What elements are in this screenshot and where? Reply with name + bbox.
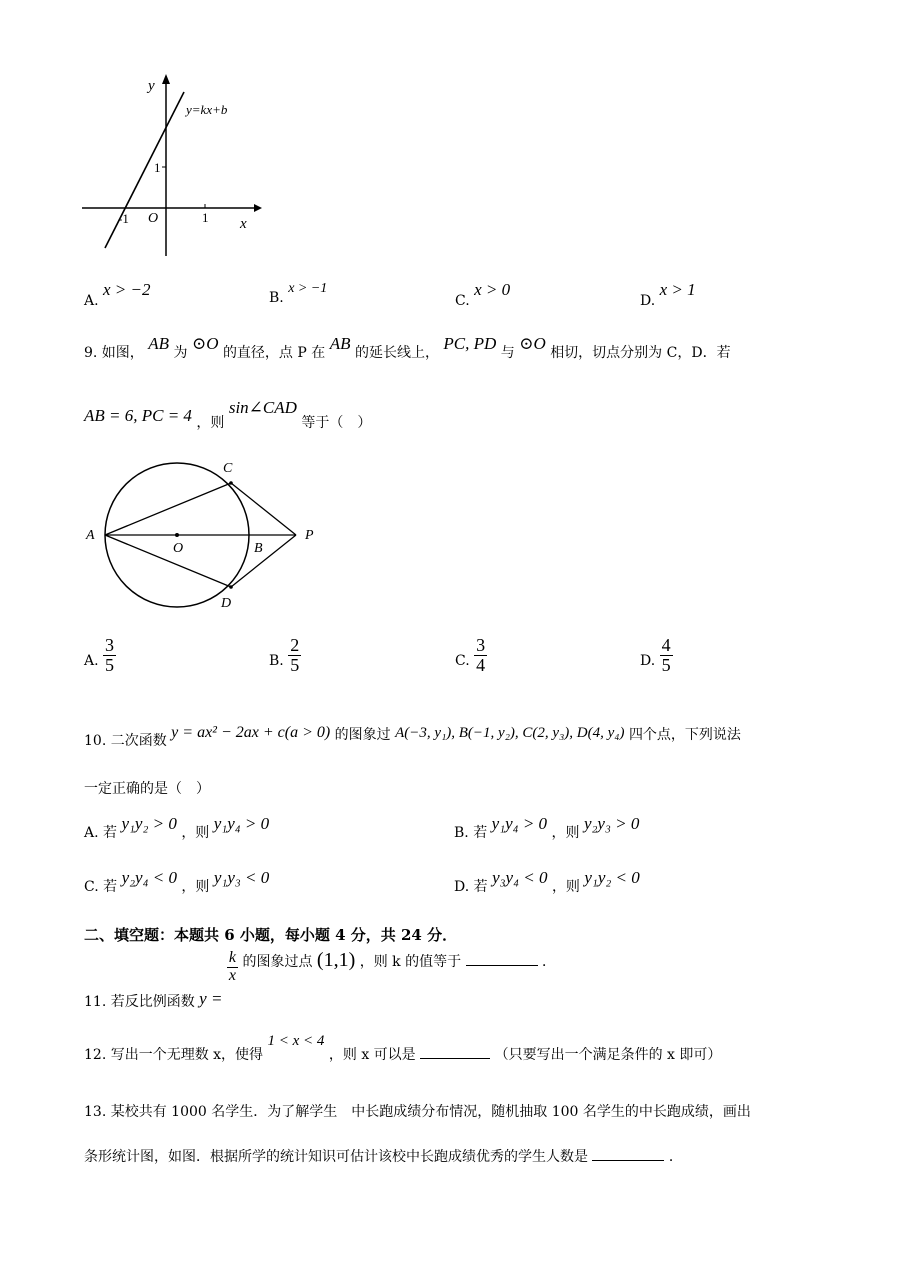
q8-option-b <box>269 280 328 306</box>
q9-math: AB <box>329 334 351 353</box>
q8-option-c <box>455 280 511 309</box>
q10-function: y = ax² − 2ax + c(a > 0) <box>171 724 331 741</box>
chord-a-c <box>105 483 231 535</box>
label-a: A <box>86 528 95 543</box>
option-result: y₁y₂ < 0 <box>584 868 640 887</box>
q9-text: 9. 如图， <box>84 345 144 361</box>
point-c <box>229 481 233 485</box>
option-fraction <box>288 636 301 675</box>
denominator: 5 <box>290 654 300 675</box>
numerator: 3 <box>105 635 115 655</box>
tangent-p-c <box>231 483 296 535</box>
numerator: k <box>228 949 237 966</box>
numerator: 2 <box>290 635 300 655</box>
option-expr: x > 1 <box>659 280 696 299</box>
option-condition: y₁y₂ > 0 <box>121 814 177 833</box>
option-fraction <box>103 636 116 675</box>
q11-question <box>84 948 556 1010</box>
option-condition: y₃y₄ < 0 <box>492 868 548 887</box>
q9-question-line1 <box>84 334 731 361</box>
q9-text: 为 <box>173 345 188 361</box>
section-heading: 二、填空题：本题共 6 小题，每小题 4 分，共 24 分． <box>84 926 458 944</box>
option-letter: A. 若 <box>84 825 118 841</box>
y-axis-label: y <box>148 78 155 94</box>
q9-text: 的直径，点 P 在 <box>222 345 326 361</box>
chord-a-d <box>105 535 231 587</box>
label-c: C <box>223 461 233 476</box>
line-label: y=kx+b <box>186 102 228 117</box>
q9-text: 的延长线上， <box>354 345 439 361</box>
option-expr: x > −2 <box>103 280 151 299</box>
option-letter: D. 若 <box>454 879 488 895</box>
q13-text: 条形统计图，如图．根据所学的统计知识可估计该校中长跑成绩优秀的学生人数是 <box>84 1149 588 1165</box>
denominator: x <box>228 966 237 984</box>
q9-math: PC, PD <box>443 334 497 353</box>
q11-math: y = <box>199 988 223 1008</box>
answer-blank[interactable] <box>466 965 538 966</box>
x-axis-arrow <box>254 204 262 212</box>
q8-option-a <box>84 280 151 309</box>
q12-question <box>84 1030 722 1063</box>
q10-question-line1 <box>84 722 741 749</box>
denominator: 4 <box>476 654 486 675</box>
q10-question-line2: 一定正确的是（ ） <box>84 781 210 797</box>
q9-math: ⊙O <box>191 334 219 353</box>
option-letter: D. <box>640 652 656 669</box>
q10-option-c <box>84 868 270 895</box>
q12-text: （只要写出一个满足条件的 x 即可） <box>494 1047 722 1063</box>
q10-option-a <box>84 814 270 841</box>
numerator: 4 <box>661 635 671 655</box>
q9-text: 相切，切点分别为 C，D．若 <box>550 345 731 361</box>
q9-math: sin∠CAD <box>228 398 297 417</box>
option-condition: y₂y₄ < 0 <box>121 868 177 887</box>
origin-label: O <box>148 211 159 226</box>
answer-blank[interactable] <box>592 1160 664 1161</box>
q10-option-d <box>454 868 640 895</box>
option-result: y₂y₃ > 0 <box>583 814 640 833</box>
q10-points: A(−3, y₁), B(−1, y₂), C(2, y₃), D(4, y₄) <box>395 725 625 741</box>
q11-fraction <box>227 950 238 985</box>
label-d: D <box>221 596 232 611</box>
q12-condition: 1 < x < 4 <box>267 1033 325 1049</box>
label-b: B <box>254 541 263 556</box>
q10-text: 10. 二次函数 <box>84 733 167 749</box>
denominator: 5 <box>105 654 115 675</box>
option-condition: y₁y₄ > 0 <box>491 814 548 833</box>
q13-question-line2 <box>84 1146 683 1166</box>
tick-label-x-neg1: -1 <box>118 211 129 226</box>
q9-option-a <box>84 636 116 675</box>
q12-text: 12. 写出一个无理数 x，使得 <box>84 1047 264 1063</box>
label-o: O <box>173 541 184 556</box>
q9-option-d <box>640 636 673 675</box>
y-axis-arrow <box>162 74 170 84</box>
option-result: y₁y₃ < 0 <box>213 868 270 887</box>
q12-text: ，则 x 可以是 <box>328 1047 416 1063</box>
tick-label-y1: 1 <box>154 160 161 175</box>
q9-option-b <box>269 636 301 675</box>
option-text: ，则 <box>551 825 580 841</box>
option-expr: x > −1 <box>288 281 328 296</box>
option-letter: C. <box>455 293 470 309</box>
option-letter: D. <box>640 293 656 309</box>
q8-option-d <box>640 280 696 309</box>
q9-text: 与 <box>500 345 515 361</box>
q11-text: 的图象过点 <box>242 953 313 970</box>
linear-function-graph <box>78 70 268 260</box>
option-letter: C. 若 <box>84 879 118 895</box>
circle-tangent-diagram <box>82 455 327 615</box>
center-point <box>175 533 179 537</box>
label-p: P <box>305 528 314 543</box>
q13-text: ． <box>668 1149 683 1165</box>
tangent-p-d <box>231 535 296 587</box>
option-letter: A. <box>84 652 99 669</box>
option-fraction <box>660 636 673 675</box>
option-text: ，则 <box>551 879 580 895</box>
option-text: ，则 <box>181 879 210 895</box>
q10-text: 四个点，下列说法 <box>628 727 741 743</box>
q11-text: 11. 若反比例函数 <box>84 993 195 1010</box>
option-letter: B. 若 <box>454 825 488 841</box>
option-letter: C. <box>455 652 470 669</box>
option-letter: A. <box>84 293 99 309</box>
q9-text: ，则 <box>196 415 225 431</box>
q9-math: ⊙O <box>519 334 546 353</box>
q10-option-b <box>454 814 640 841</box>
q9-math: AB = 6, PC = 4 <box>84 406 192 425</box>
q9-question-line2 <box>84 398 372 431</box>
option-fraction <box>474 636 487 675</box>
option-letter: B. <box>269 290 284 306</box>
function-line <box>105 92 184 248</box>
q11-point: (1,1) <box>316 948 356 971</box>
q11-text: ． <box>542 953 556 970</box>
option-result: y₁y₄ > 0 <box>213 814 270 833</box>
denominator: 5 <box>661 654 671 675</box>
q11-text: ，则 k 的值等于 <box>359 953 462 970</box>
answer-blank[interactable] <box>420 1058 490 1059</box>
option-expr: x > 0 <box>474 280 511 299</box>
option-letter: B. <box>269 652 284 669</box>
point-d <box>229 585 233 589</box>
tick-label-x1: 1 <box>202 210 209 225</box>
q9-option-c <box>455 636 487 675</box>
q9-text: 等于（ ） <box>301 415 372 431</box>
q13-question-line1: 13. 某校共有 1000 名学生．为了解学生 中长跑成绩分布情况，随机抽取 100 名学生的中长跑成绩，画出 <box>84 1104 751 1120</box>
x-axis-label: x <box>240 216 247 232</box>
q10-text: 的图象过 <box>334 727 391 743</box>
numerator: 3 <box>476 635 486 655</box>
q9-math: AB <box>148 334 170 353</box>
option-text: ，则 <box>181 825 210 841</box>
